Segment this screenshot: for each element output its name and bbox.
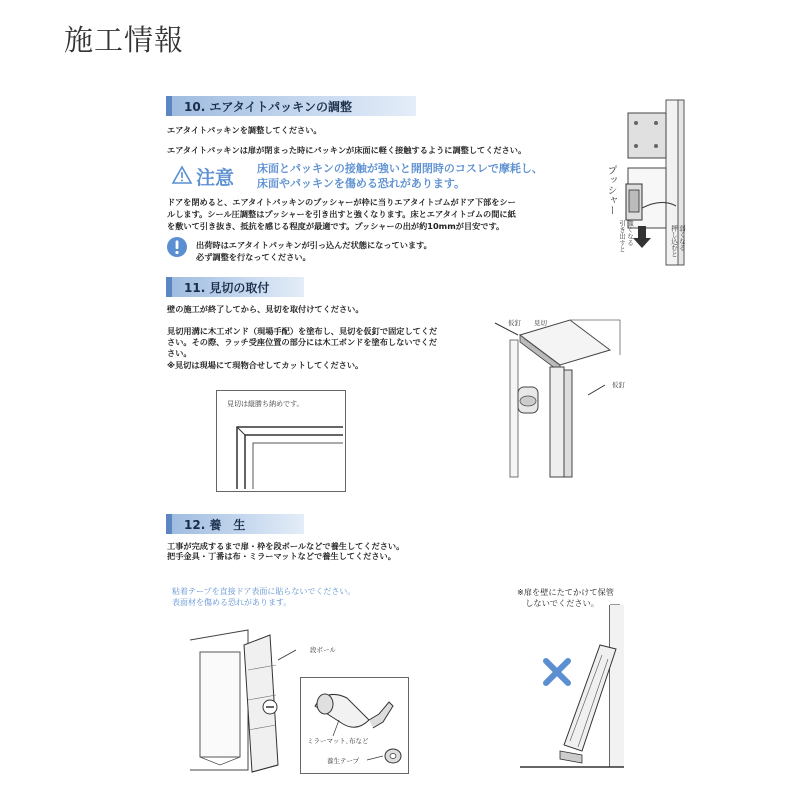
sec10-body2: ルします。シール圧調整はプッシャーを引き出すと強くなります。床とエアタイトゴムの間に紙 (167, 209, 516, 219)
mikiri-label-mikiri: 見切 (534, 319, 547, 327)
exclamation-icon (166, 236, 188, 258)
sec11-body3: さい。 (167, 348, 192, 358)
sec12-line2: 把手金具・丁番は布・ミラーマットなどで養生してください。 (167, 551, 396, 561)
pusher-label-a: 引き出すと (618, 220, 626, 253)
mikiri-label-kari1: 仮釘 (508, 319, 521, 327)
sec10-line2: エアタイトパッキンは扉が閉まった時にパッキンが床面に軽く接触するように調整してください。 (167, 145, 527, 155)
sec12-blue1: 粘着テープを直接ドア表面に貼らないでください。 (172, 587, 356, 596)
mikiri-label-kari2: 仮釘 (612, 381, 625, 389)
cardboard-label: 段ボール (310, 646, 336, 654)
sec11-body2: さい。その際、ラッチ受座位置の部分には木工ボンドを塗布しないでくだ (167, 337, 438, 347)
sec11-body1: 見切用溝に木工ボンド（現場手配）を塗布し、見切を仮釘で固定してくだ (167, 326, 438, 336)
mikiri-detail-box (216, 390, 346, 492)
section-10-heading-text: 10. エアタイトパッキンの調整 (184, 100, 352, 114)
section-11-heading-text: 11. 見切の取付 (184, 281, 270, 295)
sec12-note1: ※扉を壁にたてかけて保管 (517, 587, 614, 597)
sec11-body4: ※見切は現場にて現物合せしてカットしてください。 (167, 360, 364, 370)
tape-label: 養生テープ (327, 757, 360, 765)
mikiri-figure (490, 315, 640, 480)
sec10-body3: を敷いて引き抜き、抵抗を感じる程度が最適です。プッシャーの出が約10mmが目安です。 (167, 221, 505, 231)
caution-line1: 床面とパッキンの接触が強いと開閉時のコスレで摩耗し、 (257, 162, 543, 175)
pusher-label: プッシャー (605, 165, 616, 215)
mikiri-box-caption: 見切は縦勝ち納めです。 (227, 400, 304, 408)
cardboard-figure (186, 630, 306, 775)
mirror-mat-label: ミラーマット､布など (307, 737, 369, 745)
caution-line2: 床面やパッキンを傷める恐れがあります。 (257, 177, 466, 190)
section-12-heading (166, 514, 304, 534)
mikiri-corner-drawing (233, 423, 343, 489)
sec10-notice2: 必ず調整を行なってください。 (196, 252, 311, 262)
caution-word: 注意 (196, 167, 235, 189)
pusher-label-b: 強くなる (626, 220, 634, 246)
sec12-note2: しないでください。 (517, 598, 599, 608)
page-title: 施工情報 (64, 23, 185, 57)
section-12-heading-text: 12. 養 生 (184, 518, 246, 532)
sec12-blue2: 表面材を傷める恐れがあります。 (172, 598, 292, 607)
pusher-label-d: 弱くなる (678, 225, 686, 251)
section-11-heading (166, 277, 304, 297)
warning-triangle-icon (172, 166, 192, 184)
sec12-line1: 工事が完成するまで扉・枠を段ボールなどで養生してください。 (167, 541, 405, 551)
section-10-heading (166, 96, 416, 116)
sec10-notice1: 出荷時はエアタイトパッキンが引っ込んだ状態になっています。 (196, 240, 432, 250)
no-leaning-figure (520, 605, 635, 770)
pusher-label-c: 押し込むと (670, 225, 678, 258)
sec10-body1: ドアを閉めると、エアタイトパッキンのプッシャーが枠に当りエアタイトゴムがドア下部をシー (167, 197, 516, 207)
sec11-line1: 壁の施工が終了してから、見切を取付けてください。 (167, 304, 364, 314)
handle-detail-box (300, 677, 409, 774)
sec10-line1: エアタイトパッキンを調整してください。 (167, 125, 322, 135)
